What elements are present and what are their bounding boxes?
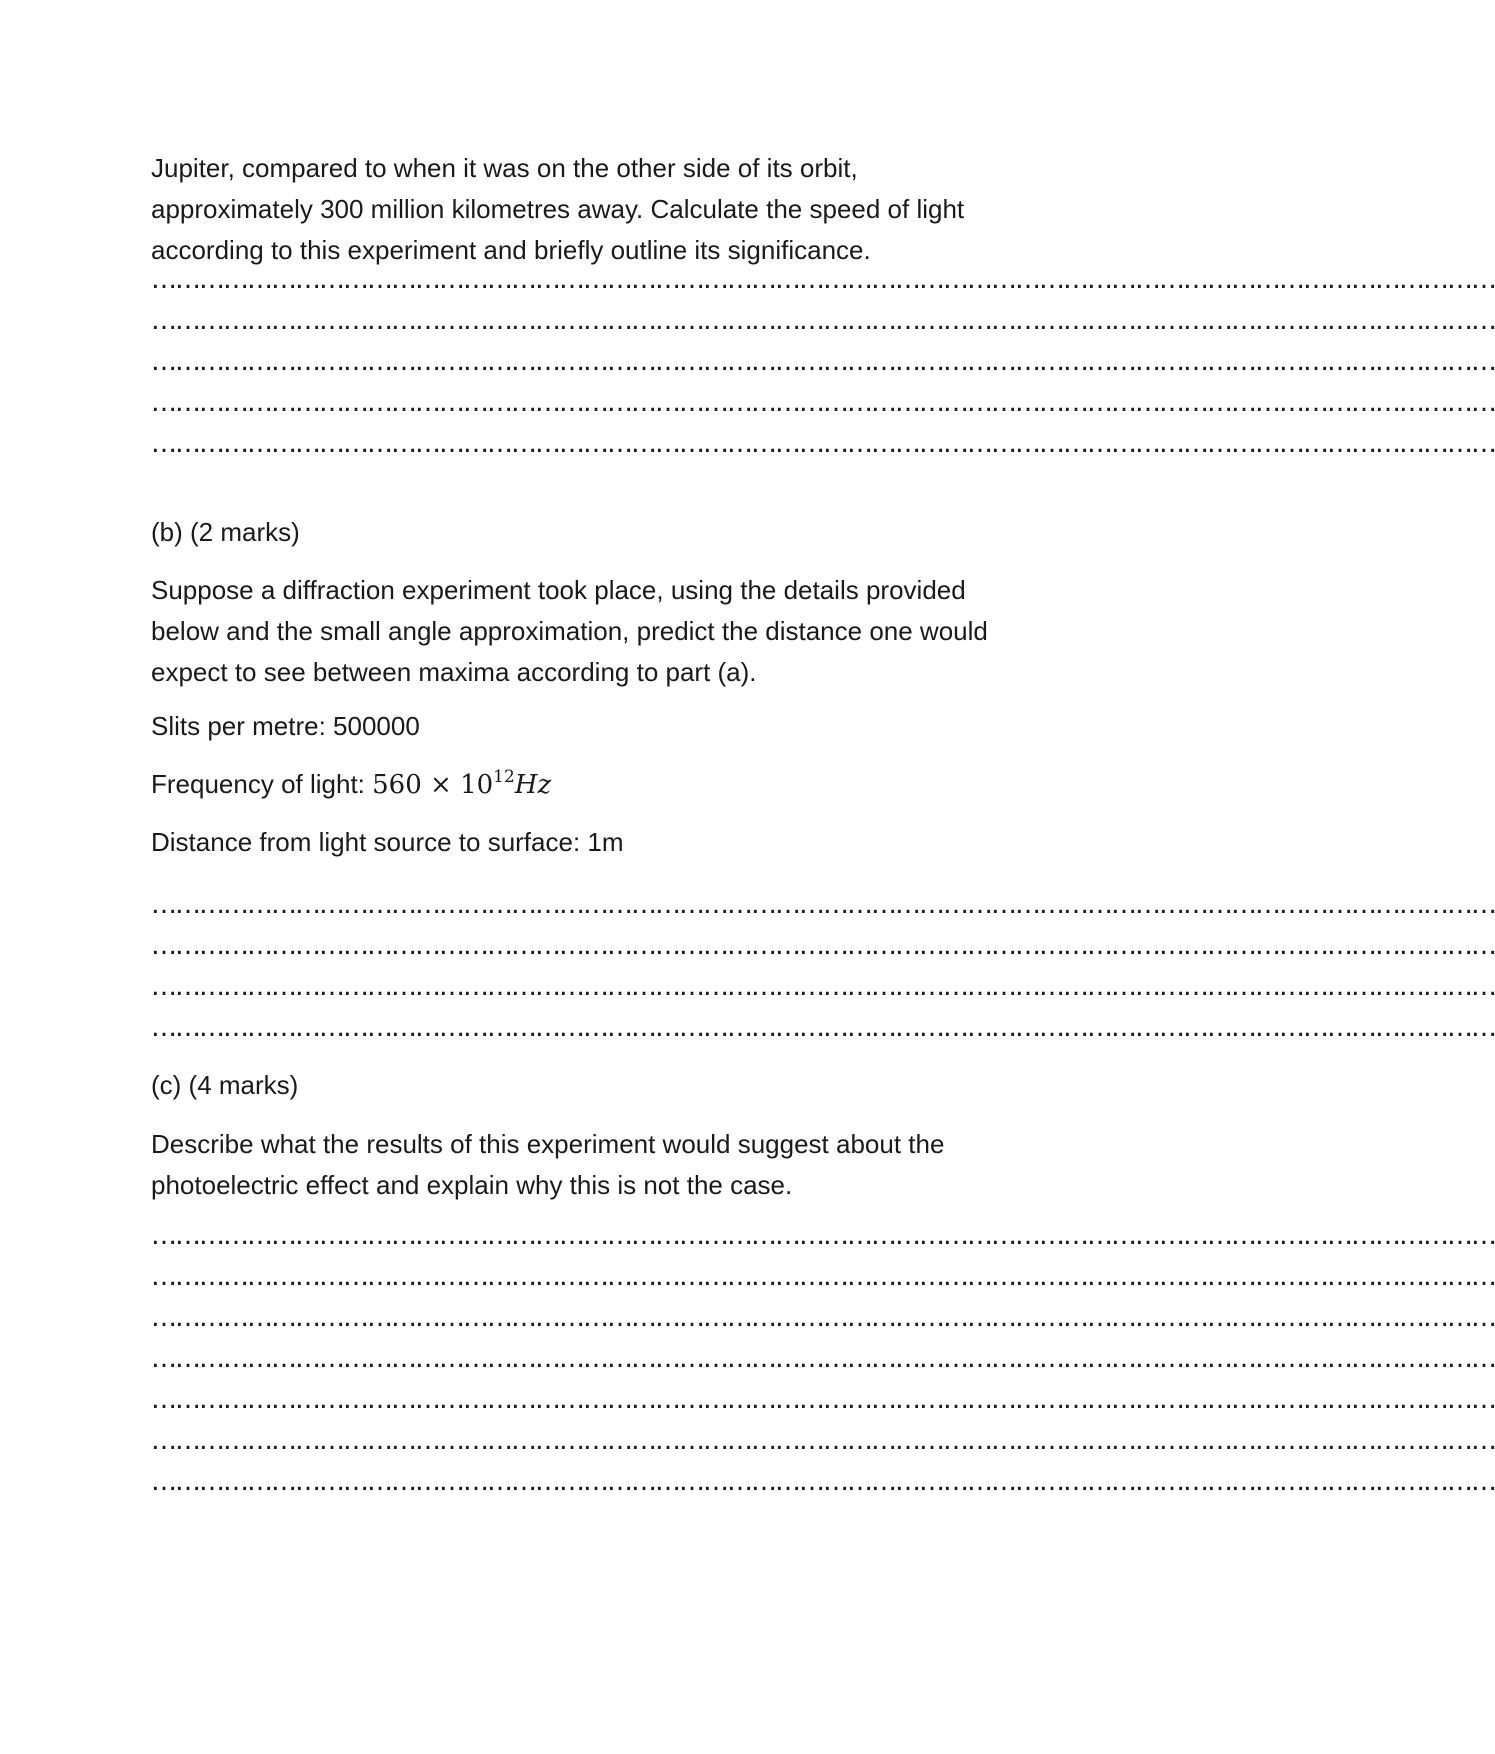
answer-line[interactable]: …………………………………………………………………………………………………………………………………………………… xyxy=(151,1385,1495,1415)
text-line: photoelectric effect and explain why this is not the case. xyxy=(151,1170,793,1200)
answer-line[interactable]: …………………………………………………………………………………………………………………………………………………… xyxy=(151,1426,1495,1456)
answer-line[interactable]: …………………………………………………………………………………………………………………………………………………… xyxy=(151,1221,1495,1251)
frequency-formula xyxy=(372,767,552,800)
text-line: Suppose a diffraction experiment took place, using the details provided xyxy=(151,575,966,605)
frequency-exponent: 12 xyxy=(493,767,515,787)
answer-line[interactable]: …………………………………………………………………………………………………………………………………………………… xyxy=(151,931,1495,961)
answer-line[interactable]: …………………………………………………………………………………………………………………………………………………… xyxy=(151,347,1495,377)
answer-lines-a xyxy=(151,260,1495,465)
text-line: according to this experiment and briefly outline its significance. xyxy=(151,235,871,265)
text-line: expect to see between maxima according to part (a). xyxy=(151,657,757,687)
answer-lines-b xyxy=(151,885,1495,1049)
text-line: below and the small angle approximation, predict the distance one would xyxy=(151,616,988,646)
slits-per-metre: Slits per metre: 500000 xyxy=(151,711,420,741)
answer-line[interactable]: …………………………………………………………………………………………………………………………………………………… xyxy=(151,388,1495,418)
frequency-unit: Hz xyxy=(514,770,552,800)
text-line: approximately 300 million kilometres away. Calculate the speed of light xyxy=(151,194,965,224)
text-line: Describe what the results of this experiment would suggest about the xyxy=(151,1129,945,1159)
frequency-of-light xyxy=(151,764,551,806)
answer-line[interactable]: …………………………………………………………………………………………………………………………………………………… xyxy=(151,1013,1495,1043)
part-c-heading: (c) (4 marks) xyxy=(151,1070,299,1100)
answer-line[interactable]: …………………………………………………………………………………………………………………………………………………… xyxy=(151,306,1495,336)
text-line: Jupiter, compared to when it was on the other side of its orbit, xyxy=(151,153,858,183)
part-b-heading: (b) (2 marks) xyxy=(151,517,300,547)
answer-line[interactable]: …………………………………………………………………………………………………………………………………………………… xyxy=(151,890,1495,920)
distance-to-surface: Distance from light source to surface: 1m xyxy=(151,827,624,857)
part-c-question xyxy=(151,1124,944,1206)
answer-line[interactable]: …………………………………………………………………………………………………………………………………………………… xyxy=(151,1303,1495,1333)
answer-line[interactable]: …………………………………………………………………………………………………………………………………………………… xyxy=(151,265,1495,295)
part-b-question xyxy=(151,570,988,693)
answer-line[interactable]: …………………………………………………………………………………………………………………………………………………… xyxy=(151,972,1495,1002)
answer-line[interactable]: …………………………………………………………………………………………………………………………………………………… xyxy=(151,429,1495,459)
answer-lines-c xyxy=(151,1216,1495,1503)
answer-line[interactable]: …………………………………………………………………………………………………………………………………………………… xyxy=(151,1467,1495,1497)
frequency-mantissa: 560 × 10 xyxy=(372,770,494,800)
answer-line[interactable]: …………………………………………………………………………………………………………………………………………………… xyxy=(151,1344,1495,1374)
answer-line[interactable]: …………………………………………………………………………………………………………………………………………………… xyxy=(151,1262,1495,1292)
frequency-label: Frequency of light: xyxy=(151,769,373,799)
question-a-continuation xyxy=(151,148,964,271)
